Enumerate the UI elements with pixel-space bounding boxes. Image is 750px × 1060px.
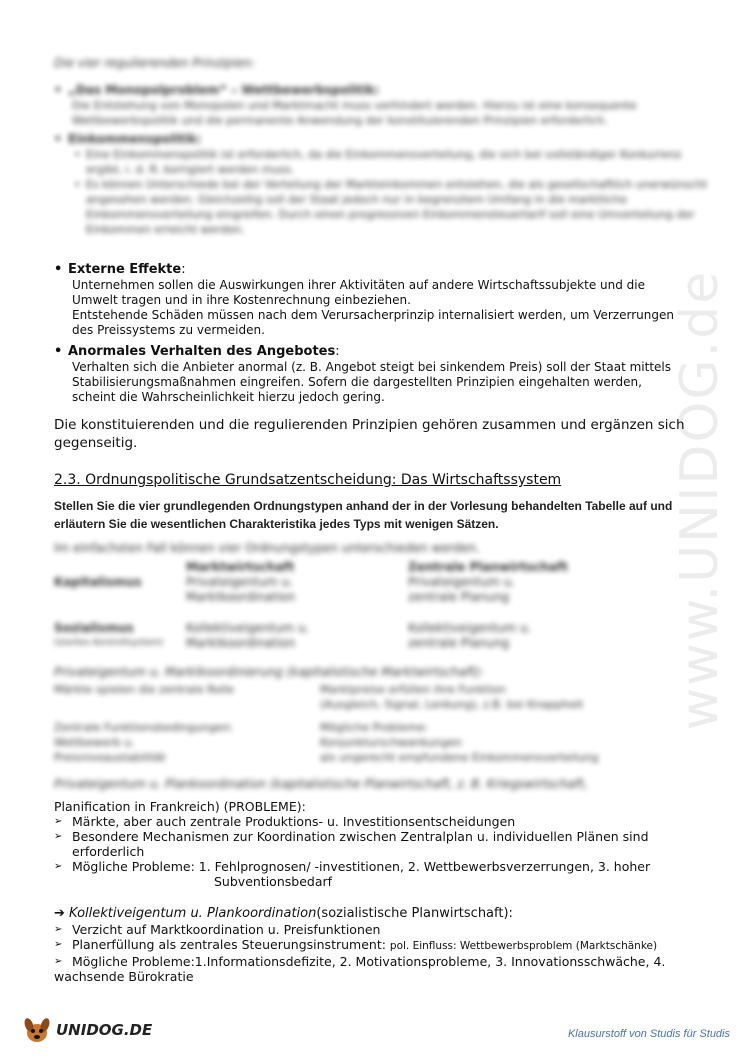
kp-title-rest: (sozialistische Planwirtschaft): [316,906,513,921]
externe-effekte-colon: : [181,262,186,277]
text-line: Stabilisierungsmaßnahmen eingreifen. Sofern die dargestellten Prinzipien eingehalten werden, [72,375,642,389]
section-heading: 2.3. Ordnungspolitische Grundsatzentscheidung: Das Wirtschaftssystem [54,472,562,488]
table-cell [186,621,408,651]
summary-paragraph [54,416,710,452]
blurred-ordnungstypen [54,541,710,792]
cell-line: Marktkoordination [186,636,296,650]
blurred-intro [54,56,710,237]
arrow-icon: ➔ [54,906,65,921]
pp-bullet [54,829,710,859]
externe-effekte-text [54,278,710,338]
externe-effekte-section [54,262,710,338]
blurred-einkommen-sub-2: • Es können Unterschiede bei der Verteilung der Markteinkommen entstehen, die als gesellschaftlich unerwünscht angesehen werden. Gleichzeitig soll der Staat jedoch nur in begrenztem Umfang in die marktliche Einkommensverteilung eingreifen. Durch einen progressiven Einkommensteuertarif soll eine Umverteilung der Einkommen erreicht werden. [54,177,710,237]
text-line: erläutern Sie die wesentlichen Charakteristika jedes Typs mit wenigen Sätzen. [54,517,499,531]
blurred-pm-title: Privateigentum u. Marktkoordinierung (kapitalistische Marktwirtschaft): [54,665,484,679]
blurred-pm-grid [54,682,710,765]
cell-line: Privateigentum u. [186,575,294,589]
kp-bullet-small: pol. Einfluss: Wettbewerbsproblem (Marktschänke) [389,940,658,952]
pp-bullet [54,859,710,889]
kp-bullet: ➢ Mögliche Probleme:1.Informationsdefizite, 2. Motivationsprobleme, 3. Innovationsschwäche, 4. [54,954,710,969]
text-line: scheint die Wahrscheinlichkeit hierzu jedoch gering. [72,390,385,404]
grid-cell [320,682,710,712]
cell-line: Kollektiveigentum u. [408,621,532,635]
table-row-kapitalismus: Kapitalismus [54,575,142,589]
text-line: Die konstituierenden und die regulierenden Prinzipien gehören zusammen und ergänzen sich [54,417,685,433]
text-line: des Preissystems zu vermeiden. [72,323,265,337]
kp-bullet-text: Planerfüllung als zentrales Steuerungsinstrument: [72,937,390,952]
table-cell [408,621,608,651]
text-line: gegenseitig. [54,435,138,451]
kp-title [54,906,710,921]
cell-line: (Ausgleich, Signal, Lenkung), z.B. bei Knappheit [320,698,584,711]
cell-subline: (starkes Kontrollsystem) [54,638,164,648]
blurred-intro-line: Die vier regulierenden Prinzipien: [54,56,255,70]
grid-cell: Mögliche Probleme: [320,721,429,734]
text-line: Unternehmen sollen die Auswirkungen ihrer Aktivitäten auf andere Wirtschaftssubjekte und die [72,278,645,292]
blurred-monopol-text: Die Entstehung von Monopolen und Marktmacht muss verhindert werden. Hierzu ist eine konsequente Wettbewerbspolitik und die permanente Anwendung der konstituierenden Prinzipien erforderlich. [72,99,637,127]
text-line: Umwelt tragen und in ihre Kostenrechnung einbeziehen. [72,293,411,307]
text-line: Verhalten sich die Anbieter anormal (z. B. Angebot steigt bei sinkendem Preis) soll der Staat mittels [72,360,671,374]
grid-cell: Preisniveaustabilität [54,751,166,764]
footer-tagline: Klausurstoff von Studis für Studis [567,1028,730,1040]
blurred-monopol-title: „Das Monopolproblem“ – Wettbewerbspolitik: [68,83,380,97]
anormales-verhalten-section [54,344,710,405]
table-header-marktwirtschaft: Marktwirtschaft [186,560,295,574]
table-row-sozialismus [54,621,186,651]
text-line: Entstehende Schäden müssen nach dem Verursacherprinzip internalisiert werden, um Verzerrungen [72,308,674,322]
text-line: Subventionsbedarf [214,874,333,889]
cell-line: Privateigentum u. [408,575,516,589]
anormales-verhalten-title: Anormales Verhalten des Angebotes [68,344,336,359]
cell-line: Kollektiveigentum u. [186,621,310,635]
watermark-text: www.UNIDOG.de [670,269,730,731]
table-corner [54,560,186,575]
pp-title-line: Planification in Frankreich) (PROBLEME): [54,799,306,814]
kp-bullet: ➢ Verzicht auf Marktkoordination u. Preisfunktionen [54,922,710,937]
grid-cell: Märkte spielen die zentrale Rolle [54,683,235,696]
blurred-pp-title: Privateigentum u. Plankoordination (kapitalistische Planwirtschaft, z. B. Kriegswirtschaft, [54,777,588,791]
kp-section [54,906,710,984]
table-cell [186,575,408,605]
kp-bullet [54,937,710,954]
kp-title-italic: Kollektiveigentum u. Plankoordination [69,906,317,921]
table-header-planwirtschaft: Zentrale Planwirtschaft [408,560,568,574]
blurred-einkommen-title: Einkommenspolitik: [68,132,202,146]
task-question [54,497,710,533]
blurred-einkommen-item [54,132,710,147]
blurred-table [54,560,710,651]
grid-cell: als ungerecht empfundene Einkommensverteilung [320,751,599,764]
blurred-table-intro: Im einfachsten Fall können vier Ordnungstypen unterschieden werden. [54,541,480,555]
anormales-verhalten-item [54,344,710,360]
blurred-monopol-item [54,83,710,98]
text-line: Stellen Sie die vier grundlegenden Ordnungstypen anhand der in der Vorlesung behandelten Tabelle auf und [54,499,673,513]
kp-continuation: wachsende Bürokratie [54,969,194,984]
logo-text: UNIDOG.DE [56,1021,153,1039]
dog-icon [22,1016,52,1044]
pp-section [54,799,710,889]
anormales-verhalten-colon: : [335,344,340,359]
unidog-logo [22,1016,152,1044]
text-line: erforderlich [72,844,145,859]
blurred-einkommen-sub-1: • Eine Einkommenspolitik ist erforderlich, da die Einkommensverteilung, die sich bei vollständiger Konkurrenz ergibt, i. d. R. korrigiert werden muss. [54,147,710,177]
grid-cell: Wettbewerb u. [54,736,135,749]
grid-cell: Zentrale Funktionsbedingungen: [54,721,234,734]
text-line: ➢ Mögliche Probleme: 1. Fehlprognosen/ -investitionen, 2. Wettbewerbsverzerrungen, 3. hoher [72,859,651,874]
cell-line: zentrale Planung [408,590,510,604]
externe-effekte-item [54,262,710,278]
pp-bullet: ➢ Märkte, aber auch zentrale Produktions- u. Investitionsentscheidungen [54,814,710,829]
table-cell [408,575,608,605]
cell-line: Sozialismus [54,621,134,635]
anormales-verhalten-text [54,360,710,405]
text-line: ➢ Besondere Mechanismen zur Koordination zwischen Zentralplan u. individuellen Plänen sind [72,829,649,844]
cell-line: zentrale Planung [408,636,510,650]
cell-line: Marktkoordination [186,590,296,604]
externe-effekte-title: Externe Effekte [68,262,182,277]
cell-line: Marktpreise erfüllen ihre Funktion [320,683,506,696]
grid-cell: Konjunkturschwankungen [320,736,462,749]
